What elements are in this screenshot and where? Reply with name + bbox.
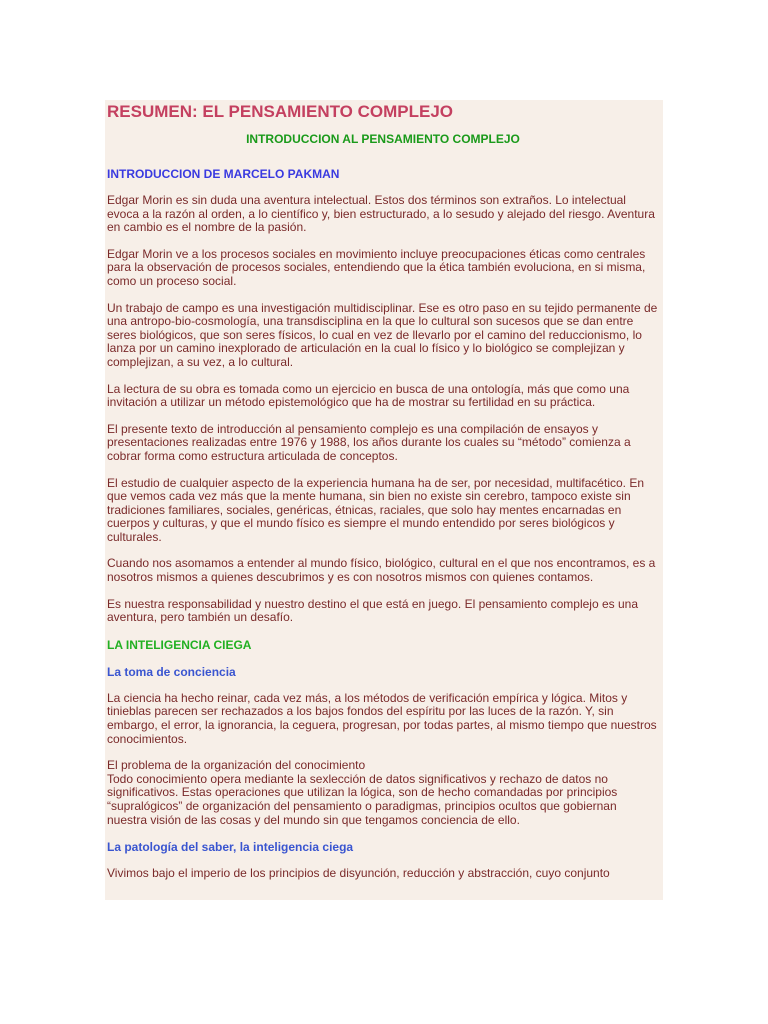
paragraph-5: El presente texto de introducción al pensamiento complejo es una compilación de ensayos y presentaciones realizadas entre 1976 y 1988, los años durante los cuales su “método” comienza a cobrar forma como estructura articulada de conceptos. [107,421,631,463]
document-title: RESUMEN: EL PENSAMIENTO COMPLEJO [107,102,454,121]
paragraph-4: La lectura de su obra es tomada como un ejercicio en busca de una ontología, más que como una invitación a utilizar un método epistemológico que ha de mostrar su fertilidad en su práctica. [107,381,630,410]
paragraph-10-body: Todo conocimiento opera mediante la sexlección de datos significativos y rechazo de datos no significativos. Estas operaciones que utilizan la lógica, son de hecho comandadas por principios “supralógicos” de organización del pensamiento o paradigmas, principios ocultos que gobiernan nuestra visión de las cosas y del mundo sin que tengamos conciencia de ello. [107,771,618,827]
subsection-heading-patologia-del-saber: La patología del saber, la inteligencia ciega [107,840,354,855]
subsection-heading-toma-de-conciencia: La toma de conciencia [107,664,236,679]
document-content [105,102,663,881]
paragraph-8: Es nuestra responsabilidad y nuestro destino el que está en juego. El pensamiento complejo es una aventura, pero también un desafío. [107,596,639,625]
document-page [105,100,663,900]
paragraph-1: Edgar Morin es sin duda una aventura intelectual. Estos dos términos son extraños. Lo intelectual evoca a la razón al orden, a lo científico y, bien estructurado, a lo sesudo y alejado del riesgo. Aventura en cambio es el nombre de la pasión. [107,193,655,235]
paragraph-11: Vivimos bajo el imperio de los principios de disyunción, reducción y abstracción, cuyo conjunto [107,866,610,881]
paragraph-10 [107,759,659,827]
paragraph-7: Cuando nos asomamos a entender al mundo físico, biológico, cultural en el que nos encontramos, es a nosotros mismos a quienes descubrimos y es con nosotros mismos con quienes contamos. [107,556,656,585]
paragraph-3: Un trabajo de campo es una investigación multidisciplinar. Ese es otro paso en su tejido permanente de una antropo-bio-cosmología, una transdisciplina en la que lo cultural son sucesos que se dan entre seres biológicos, que son seres físicos, lo cual en vez de llevarlo por el camino del reduccionismo, lo lanza por un camino inexplorado de articulación en la cual lo físico y lo biológico se complejizan y complejizan, a su vez, a lo cultural. [107,300,658,369]
document-subtitle: INTRODUCCION AL PENSAMIENTO COMPLEJO [246,132,520,146]
paragraph-9: La ciencia ha hecho reinar, cada vez más, a los métodos de verificación empírica y lógica. Mitos y tinieblas parecen ser rechazados a los bajos fondos del espíritu por las luces de la razón. Y, sin embargo, el error, la ignorancia, la ceguera, progresan, por todas partes, al mismo tiempo que nuestros conocimientos. [107,690,657,746]
paragraph-10-heading: El problema de la organización del conocimiento [107,758,366,773]
section-heading-introduccion: INTRODUCCION DE MARCELO PAKMAN [107,167,340,181]
paragraph-2: Edgar Morin ve a los procesos sociales en movimiento incluye preocupaciones éticas como centrales para la observación de procesos sociales, entendiendo que la ética también evoluciona, en si misma, como un proceso social. [107,246,646,288]
section-heading-inteligencia-ciega: LA INTELIGENCIA CIEGA [107,637,252,652]
paragraph-6: El estudio de cualquier aspecto de la experiencia humana ha de ser, por necesidad, multifacético. En que vemos cada vez más que la mente humana, sin bien no existe sin cerebro, tampoco existe sin tradiciones familiares, sociales, genéricas, étnicas, raciales, que solo hay mentes encarnadas en cuerpos y culturas, y que el mundo físico es siempre el mundo entendido por seres biológicos y culturales. [107,475,644,544]
